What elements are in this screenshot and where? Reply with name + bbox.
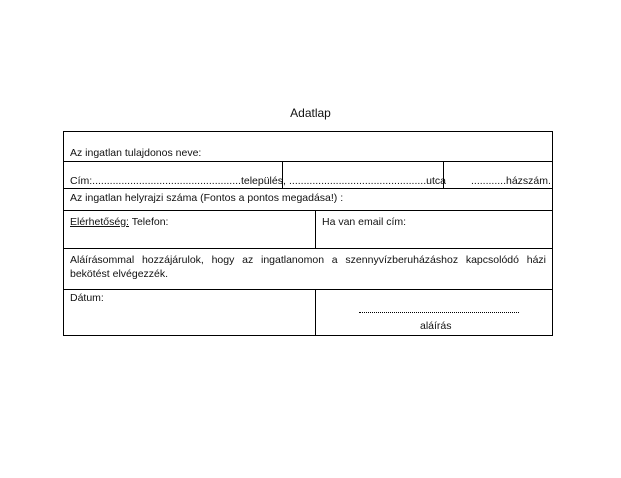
city-cell[interactable] [64,162,286,188]
phone-cell[interactable] [64,211,315,248]
consent-text: Aláírásommal hozzájárulok, hogy az ingatlanomon a szennyvízberuházáshoz kapcsolódó házi bekötést elvégezzék. [70,254,546,280]
signature-cell[interactable] [315,290,552,335]
signature-line [359,312,519,313]
house-number-field: ............házszám. [471,175,551,187]
email-cell[interactable] [315,211,552,248]
date-label: Dátum: [70,292,104,304]
owner-row[interactable] [64,132,552,162]
data-sheet-form [63,131,553,336]
street-cell[interactable] [282,162,446,188]
city-field: Cím:...................................................település, [70,175,286,187]
date-cell[interactable] [64,290,315,335]
address-row [64,162,552,189]
consent-row [64,249,552,290]
parcel-row[interactable] [64,189,552,211]
owner-label: Az ingatlan tulajdonos neve: [70,147,202,159]
phone-label-group [70,216,168,228]
parcel-label: Az ingatlan helyrajzi száma (Fontos a pontos megadása!) : [70,192,344,204]
house-number-cell[interactable] [443,162,552,188]
form-title: Adatlap [290,106,331,120]
street-field: ...............................................utca [289,175,446,187]
date-signature-row [64,290,552,335]
contact-row [64,211,552,249]
signature-label: aláírás [420,320,452,332]
phone-label: Telefon: [131,216,169,228]
email-label: Ha van email cím: [322,216,407,228]
contact-label: Elérhetőség: [70,216,129,228]
